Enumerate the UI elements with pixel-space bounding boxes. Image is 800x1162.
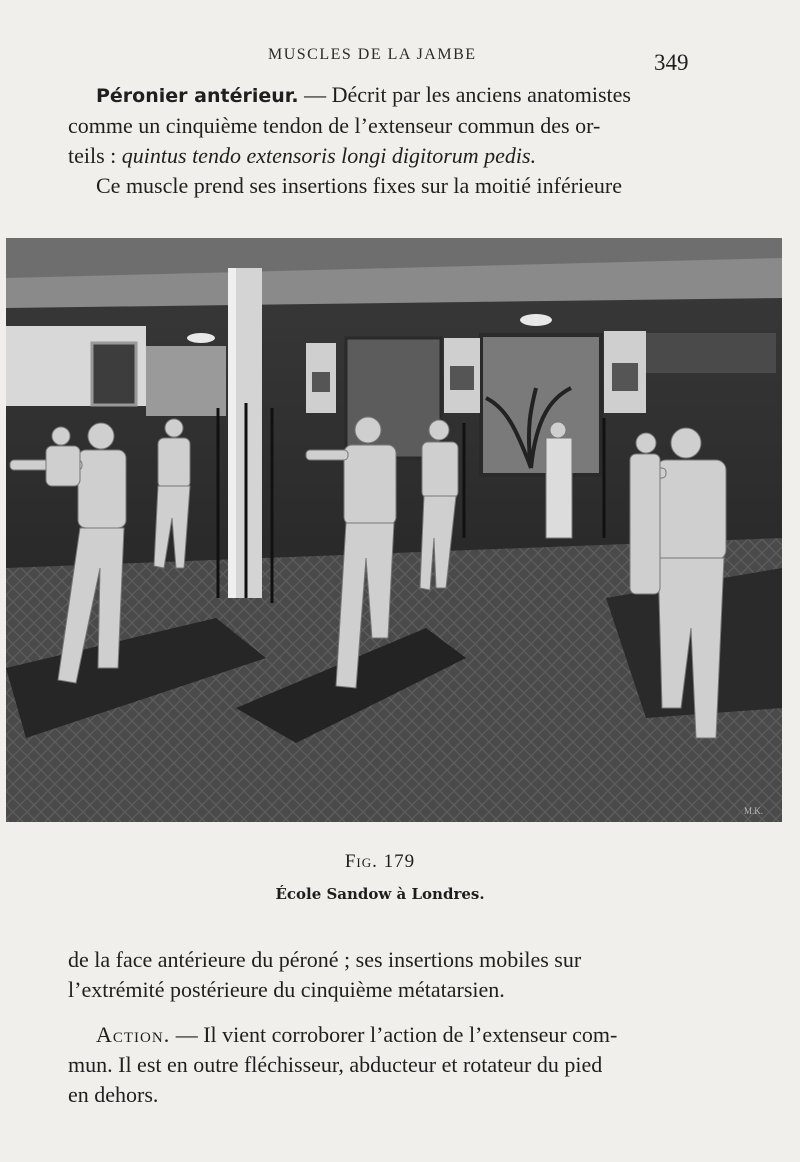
action-paragraph (68, 1020, 696, 1110)
intro-paragraph (68, 80, 696, 201)
wall-portrait (92, 343, 136, 405)
ceiling-lamp (187, 333, 215, 343)
action-line-2: mun. Il est en outre fléchisseur, abducteur et rotateur du pied (68, 1052, 603, 1077)
gym-photograph (6, 238, 782, 822)
intro-line-3: teils : quintus tendo extensoris longi digitorum pedis. (68, 143, 537, 168)
muscle-name: Péronier antérieur. (96, 85, 299, 107)
photo-illustration (6, 238, 782, 822)
running-title: MUSCLES DE LA JAMBE (268, 46, 477, 63)
figure-caption: École Sandow à Londres. (275, 885, 485, 903)
action-line-1: Action. — Il vient corroborer l’action de l’extenseur com- (96, 1022, 618, 1047)
latin-term: quintus tendo extensoris longi digitorum pedis. (121, 143, 537, 168)
intro-line-2: comme un cinquième tendon de l’extenseur commun des or- (68, 113, 601, 138)
figure-number: Fig. 179 (344, 851, 416, 872)
intro-line-4: Ce muscle prend ses insertions fixes sur la moitié inférieure (96, 173, 623, 198)
ceiling-lamp (520, 314, 552, 326)
continuation-line-2: l’extrémité postérieure du cinquième métatarsien. (68, 977, 505, 1002)
action-line-3: en dehors. (68, 1082, 159, 1107)
action-label: Action. (96, 1022, 171, 1047)
continuation-paragraph (68, 945, 696, 1005)
page-number: 349 (654, 50, 689, 75)
photographer-signature: M.K. (744, 806, 764, 816)
continuation-line-1: de la face antérieure du péroné ; ses insertions mobiles sur (68, 947, 582, 972)
intro-line-1: Péronier antérieur. — Décrit par les anciens anatomistes (96, 82, 631, 107)
